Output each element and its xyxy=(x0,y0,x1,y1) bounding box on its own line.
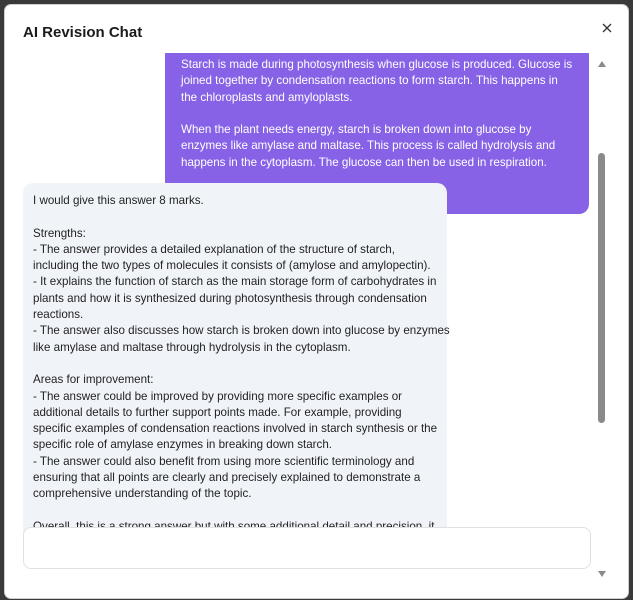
ai-message-line: I would give this answer 8 marks. xyxy=(33,194,204,207)
ai-message-line: comprehensive understanding of the topic. xyxy=(33,487,252,501)
ai-message-line: like amylase and maltase through hydrolysis in the cytoplasm. xyxy=(33,340,351,354)
ai-message-line: - The answer could also benefit from using more scientific terminology and xyxy=(33,454,415,468)
dialog-title: AI Revision Chat xyxy=(23,24,143,41)
ai-message-line: ensuring that all points are clearly and precisely explained to demonstrate a xyxy=(33,471,421,485)
ai-message-line: plants and how it is synthesized during photosynthesis through condensation xyxy=(33,291,427,305)
ai-message-line: Areas for improvement: xyxy=(33,373,154,387)
ai-message-line: - It explains the function of starch as the main storage form of carbohydrates in xyxy=(33,275,437,289)
ai-message-line: reactions. xyxy=(33,308,84,322)
scrollbar[interactable] xyxy=(596,53,608,583)
ai-message-line: specific examples of condensation reactions involved in starch synthesis or the xyxy=(33,422,438,436)
ai-message-spacer xyxy=(33,209,437,225)
ai-message-line: including the two types of molecules it consists of (amylose and amylopectin). xyxy=(33,259,431,273)
close-icon xyxy=(602,23,612,33)
ai-message-spacer xyxy=(33,503,437,519)
ai-message-line: - The answer provides a detailed explanation of the structure of starch, xyxy=(33,242,395,256)
close-button[interactable] xyxy=(597,18,617,38)
ai-message-spacer xyxy=(33,356,437,372)
ai-message-line: - The answer could be improved by providing more specific examples or xyxy=(33,389,403,403)
ai-revision-chat-dialog xyxy=(5,5,628,598)
message-input[interactable] xyxy=(23,527,591,569)
scroll-up-icon[interactable] xyxy=(598,61,606,67)
ai-message-line: Strengths: xyxy=(33,226,86,240)
scroll-down-icon[interactable] xyxy=(598,571,606,577)
ai-message-line: - The answer also discusses how starch is broken down into glucose by enzymes xyxy=(33,324,450,338)
chat-messages[interactable] xyxy=(5,53,596,598)
scrollbar-thumb[interactable] xyxy=(598,153,605,423)
user-message-paragraph: When the plant needs energy, starch is broken down into glucose by enzymes like amylase and maltase. This process is called hydrolysis and happens in the cytoplasm. The glucose can then be used in respiration. xyxy=(181,123,556,169)
ai-message-line: specific role of amylase enzymes in breaking down starch. xyxy=(33,438,332,452)
user-message-paragraph: Starch is made during photosynthesis when glucose is produced. Glucose is joined together by condensation reactions to form starch. This happens in the chloroplasts and amyloplasts. xyxy=(181,58,573,104)
ai-message xyxy=(23,183,450,561)
ai-message-line: additional details to further support points made. For example, providing xyxy=(33,405,402,419)
